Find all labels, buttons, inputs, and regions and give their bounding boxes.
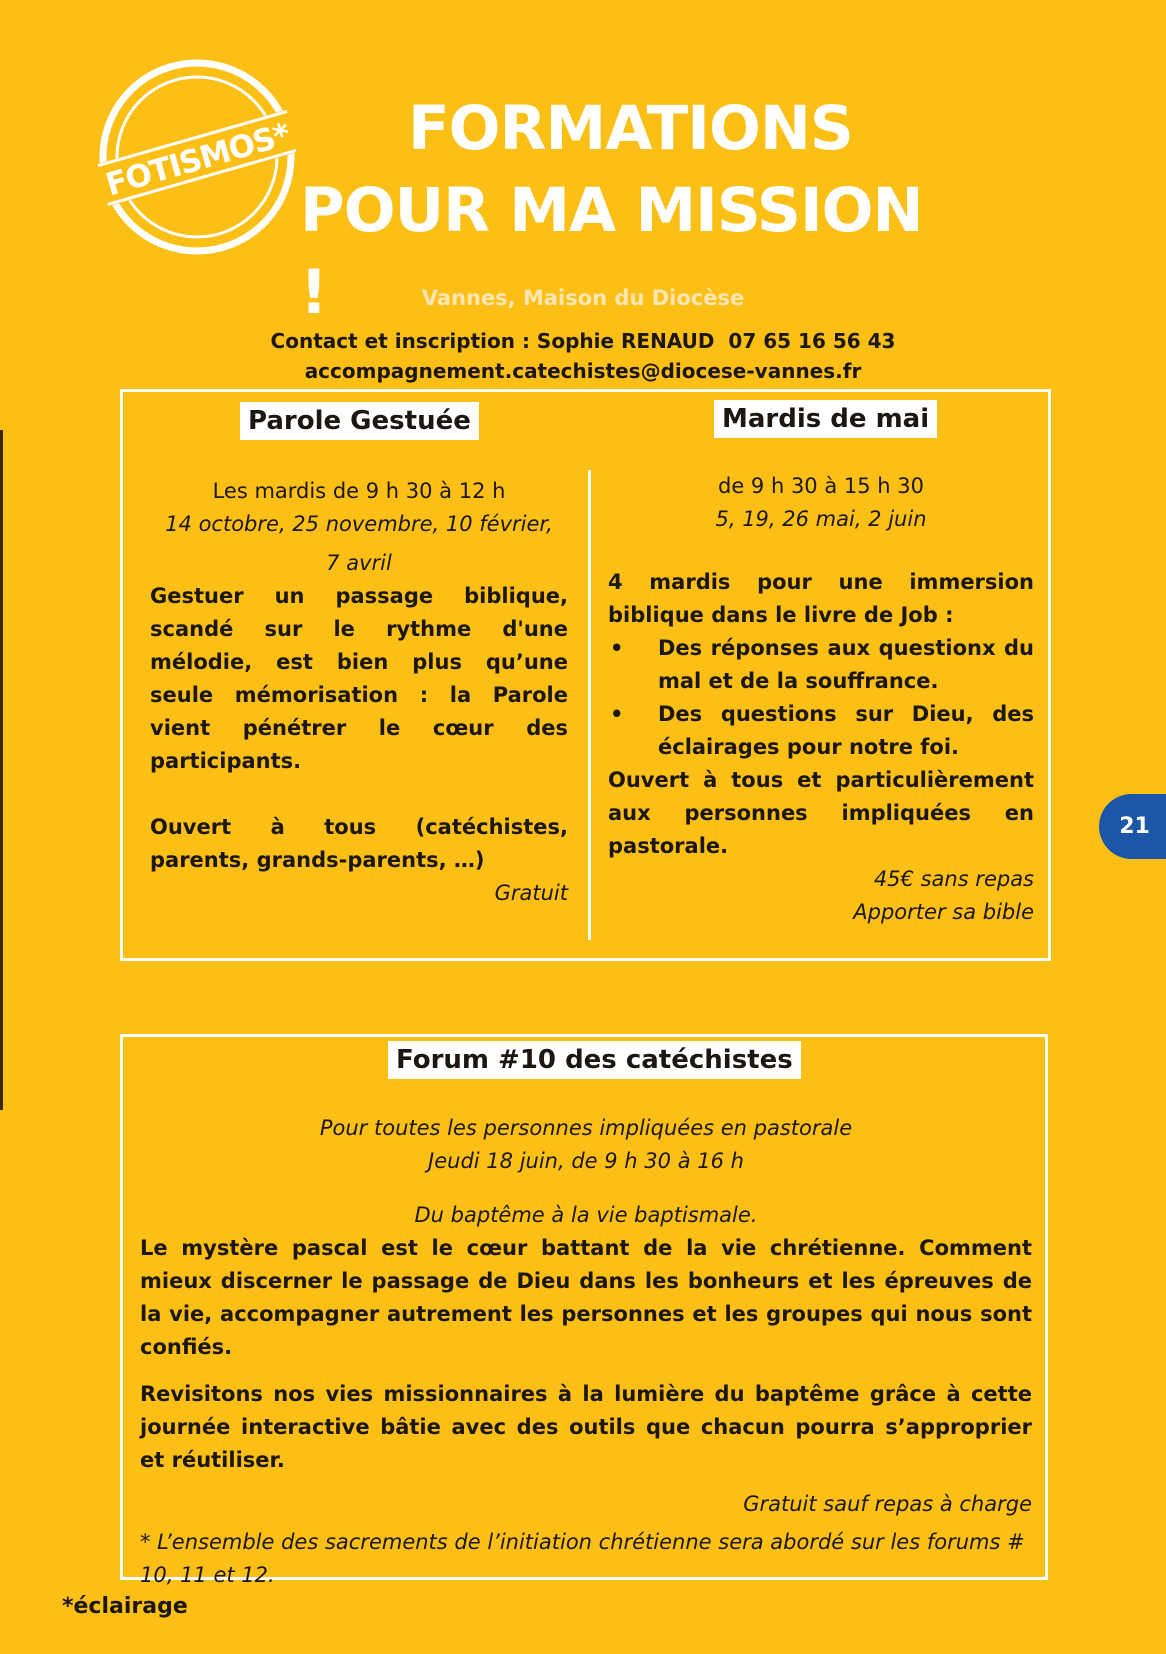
page-footnote: *éclairage xyxy=(62,1594,188,1619)
mai-label: Mardis de mai xyxy=(714,400,937,438)
forum-price: Gratuit sauf repas à charge xyxy=(743,1492,1032,1516)
parole-column xyxy=(150,475,568,910)
mai-dates: 5, 19, 26 mai, 2 juin xyxy=(715,507,927,531)
mai-schedule: de 9 h 30 à 15 h 30 xyxy=(718,474,924,498)
page-number-tab xyxy=(1099,794,1166,859)
mai-audience: Ouvert à tous et particulièrement aux personnes impliquées en pastorale. xyxy=(608,768,1034,858)
parole-audience: Ouvert à tous (catéchistes, parents, grands-parents, …) xyxy=(150,815,568,872)
contact-email[interactable]: accompagnement.catechistes@diocese-vannes.fr xyxy=(304,359,862,383)
forum-paragraph-2: Revisitons nos vies missionnaires à la lumière du baptême grâce à cette journée interactive bâtie avec des outils que chacun pourra s’approprier et réutiliser. xyxy=(140,1382,1032,1472)
location: Vannes, Maison du Diocèse xyxy=(421,286,745,310)
mai-bullet: • Des questions sur Dieu, des éclairages pour notre foi. xyxy=(608,698,1034,764)
forum-paragraph-1: Le mystère pascal est le cœur battant de la vie chrétienne. Comment mieux discerner le passage de Dieu dans les bonheurs et les épreuves de la vie, accompagner autrement les personnes et les groupes qui nous sont confiés. xyxy=(140,1236,1032,1359)
mai-bullet: • Des réponses aux questionx du mal et de la souffrance. xyxy=(608,632,1034,698)
parole-dates-line2: 7 avril xyxy=(326,551,392,575)
mai-intro: 4 mardis pour une immersion biblique dans le livre de Job : xyxy=(608,570,1034,627)
mai-note: Apporter sa bible xyxy=(853,900,1034,924)
title-line-2: POUR MA MISSION ! xyxy=(300,175,923,328)
parole-dates-line1: 14 octobre, 25 novembre, 10 février, xyxy=(165,512,553,536)
fotismos-stamp-logo xyxy=(98,58,296,256)
page-number: 21 xyxy=(1119,814,1150,839)
parole-description: Gestuer un passage biblique, scandé sur le rythme d'une mélodie, est bien plus qu’une seule mémorisation : la Parole vient pénétrer le cœur des participants. xyxy=(150,584,568,773)
forum-content xyxy=(140,1112,1032,1592)
forum-label: Forum #10 des catéchistes xyxy=(388,1041,801,1079)
forum-audience: Pour toutes les personnes impliquées en pastorale xyxy=(319,1116,853,1140)
forum-subtitle: Du baptême à la vie baptismale. xyxy=(414,1203,758,1227)
contact-line: Contact et inscription : Sophie RENAUD 07 65 16 56 43 xyxy=(270,329,896,353)
contact-block xyxy=(0,326,1166,386)
parole-price: Gratuit xyxy=(494,881,568,905)
page-edge xyxy=(0,430,3,1110)
stamp-text: FOTISMOS* xyxy=(101,116,294,204)
forum-footnote: * L’ensemble des sacrements de l’initiation chrétienne sera abordé sur les forums # 10, 11 et 12. xyxy=(140,1530,1025,1587)
column-divider xyxy=(588,470,591,940)
forum-date: Jeudi 18 juin, de 9 h 30 à 16 h xyxy=(428,1149,744,1173)
title-line-1: FORMATIONS xyxy=(408,93,853,164)
parole-schedule: Les mardis de 9 h 30 à 12 h xyxy=(212,479,506,503)
parole-label: Parole Gestuée xyxy=(240,402,479,440)
mai-column xyxy=(608,470,1034,929)
mai-price: 45€ sans repas xyxy=(873,867,1034,891)
